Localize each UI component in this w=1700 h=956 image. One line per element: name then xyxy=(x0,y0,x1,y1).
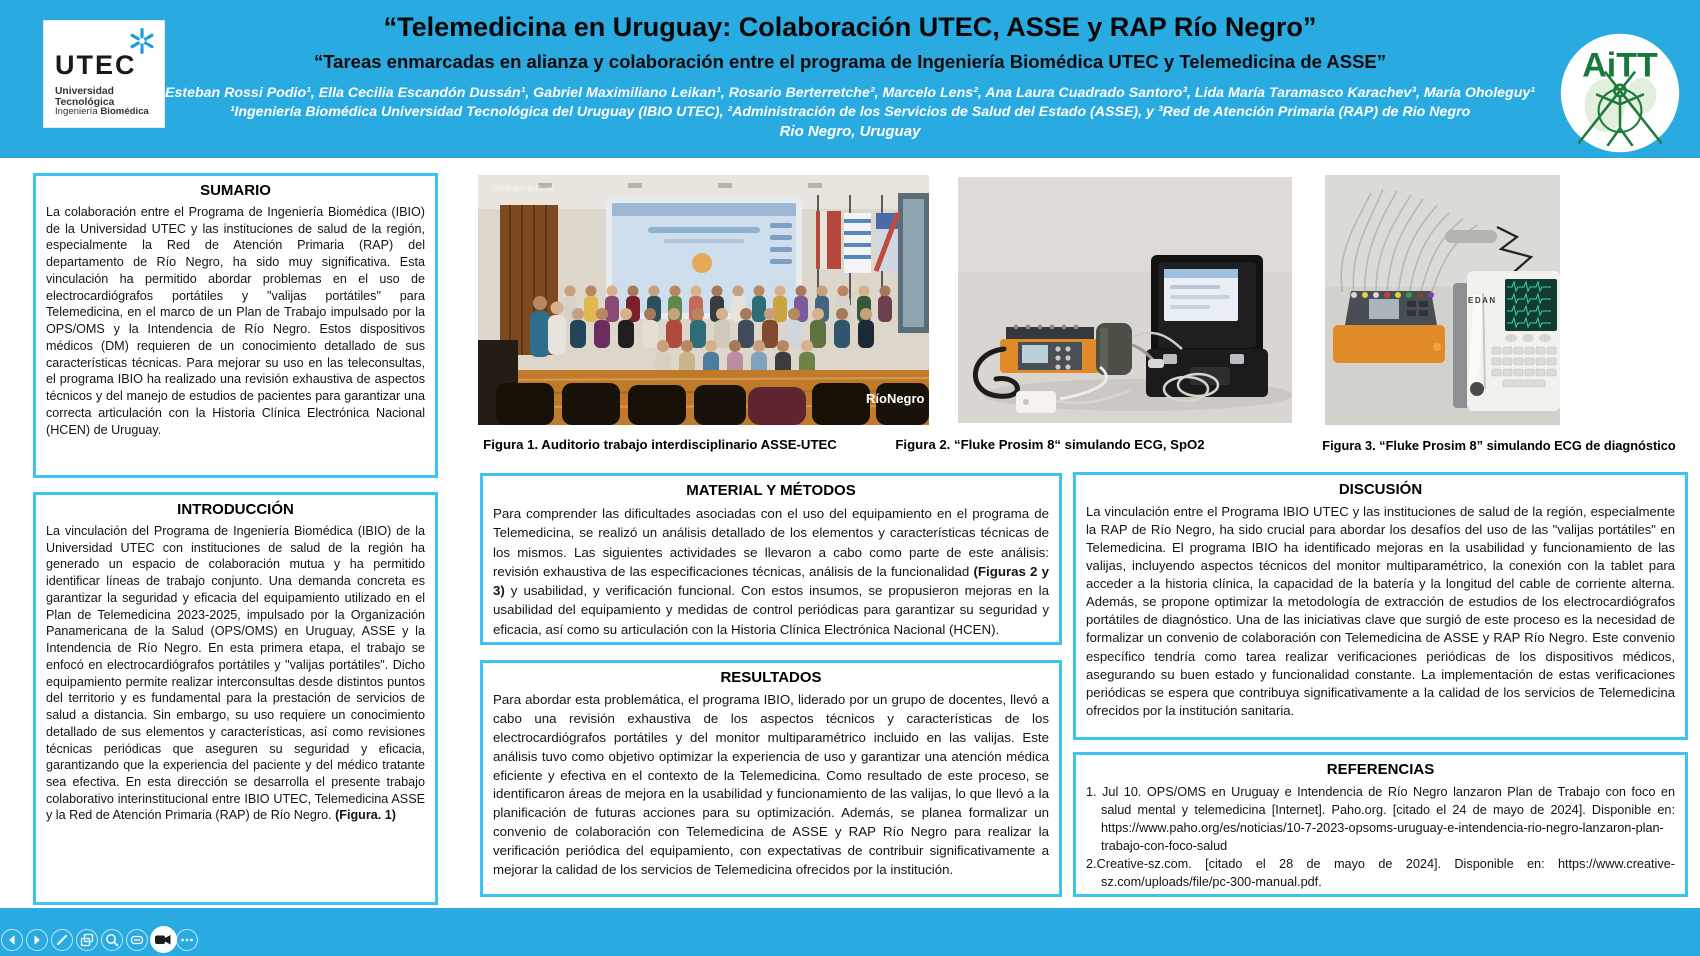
material-metodos-body: Para comprender las dificultades asociadas con el uso del equipamiento en el programa de Telemedicina, se realizó un análisis detallado de los elementos y características técnicas de los mismos. Las siguientes actividades se llevaron a cabo como parte de este análisis: revisión exhaustiva de las especificaciones técnicas, análisis de la funcionalidad (Figuras 2 y 3) y usabilidad, y verificación funcional. Con estos insumos, se propusieron mejoras en la usabilidad del equipamiento y medidas de control periódicas para garantizar su seguridad y eficacia, así como su articulación con la Historia Clínica Electrónica Nacional (HCEN). xyxy=(493,506,1049,637)
poster-affiliations: ¹Ingeniería Biomédica Universidad Tecnológica del Uruguay (IBIO UTEC), ²Administración de los Servicios de Salud del Estado (ASSE), y ³Red de Atención Primaria (RAP) de Rio Negro xyxy=(229,104,1471,120)
introduccion-title: INTRODUCCIÓN xyxy=(177,501,294,518)
chevron-left-icon xyxy=(9,935,14,945)
sumario-section xyxy=(33,173,438,478)
see-all-slides-button[interactable] xyxy=(76,929,98,951)
referencias-section xyxy=(1073,752,1688,897)
resultados-title: RESULTADOS xyxy=(720,669,822,686)
ellipsis-icon xyxy=(176,929,198,951)
discusion-body: La vinculación entre el Programa IBIO UTEC y las instituciones de salud de la región, especialmente la RAP de Río Negro, ha sido crucial para abordar los desafíos del uso de las "valijas portátiles" en Telemedicina. El programa IBIO ha identificado mejoras en la usabilidad y funcionamiento de las valijas, incluyendo aspectos técnicos del monitor multiparamétrico, la conexión con la tablet para acceder a la historia clínica, la capacidad de la batería y la longitud del cable de corriente alterna. Además, se propone optimizar la metodología de extracción de estudios de los electrocardiógrafos portátiles de diagnóstico. Una de las iniciativas clave que surgió de este proceso es la necesidad de formalizar un convenio de colaboración con Telemedicina de ASSE y RAP Río Negro. Este convenio específico tendría como tarea realizar verificaciones periódicas de los dispositivos médicos, asegurando su buen estado y funcionalidad constante. La implementación de estas verificaciones periódicas se espera que contribuya significativamente a la calidad de los servicios de Telemedicina ofrecidos por la institución sanitaria. xyxy=(1086,504,1675,718)
poster-authors: Esteban Rossi Podio¹, Ella Cecilia Escandón Dussán¹, Gabriel Maximiliano Leikan¹, Rosario Berterretche², Marcelo Lens², Ana Laura Cuadrado Santoro³, Lida María Taramasco Karachev³, María Oholeguy¹ xyxy=(165,85,1535,101)
figure-2-prosim-ecg-spo2-photo xyxy=(958,177,1292,423)
magnifier-icon xyxy=(101,929,123,951)
utec-logo-acronym: UTEC xyxy=(55,50,137,80)
camera-button[interactable] xyxy=(150,926,177,953)
reference-item: 2.Creative-sz.com. [citado el 28 de mayo de 2024]. Disponible en: https://www.creative-sz.com/uploads/file/pc-300-manual.pdf. xyxy=(1086,857,1675,890)
poster-subtitle: “Tareas enmarcadas en alianza y colaboración entre el programa de Ingeniería Biomédica UTEC y Telemedicina de ASSE” xyxy=(313,51,1386,72)
utec-logo-line1: Universidad Tecnológica xyxy=(55,86,115,108)
fluke-prosim8-simulator xyxy=(1333,291,1445,363)
material-metodos-title: MATERIAL Y MÉTODOS xyxy=(686,482,856,499)
pen-icon xyxy=(58,936,66,944)
video-camera-icon xyxy=(149,926,176,953)
referencias-title: REFERENCIAS xyxy=(1326,761,1435,778)
aitt-logo xyxy=(1557,30,1683,156)
sumario-body: La colaboración entre el Programa de Ingeniería Biomédica (IBIO) de la Universidad UTEC y las instituciones de salud de la región, especialmente la Red de Atención Primaria (RAP) del departamento de Río Negro, ha sido muy significativa. Esta vinculación ha permitido abordar problemas en el uso de electrocardiógrafos portátiles y "valijas portátiles" para Telemedicina, en el marco de un Plan de Trabajo impulsado por la OPS/OMS y la Intendencia de Río Negro. Estos dispositivos médicos (DM) requieren de un conocimiento detallado de sus características técnicas. Para mejorar su uso en las teleconsultas, el programa IBIO ha realizado una revisión exhaustiva de aspectos técnicos y del manejo de estudios de pacientes para garantizar una correcta articulación con la Historia Clínica Electrónica Nacional (HCEN) de Uruguay. xyxy=(46,205,425,437)
utec-logo-line2: Ingeniería Biomédica xyxy=(55,106,149,117)
next-slide-button[interactable] xyxy=(26,929,48,951)
figure-2-caption: Figura 2. “Fluke Prosim 8“ simulando ECG, SpO2 xyxy=(895,437,1205,452)
introduccion-section xyxy=(33,492,438,905)
subtitles-icon xyxy=(126,929,148,951)
poster-title: “Telemedicina en Uruguay: Colaboración UTEC, ASSE y RAP Río Negro” xyxy=(383,12,1317,42)
discusion-section xyxy=(1073,472,1688,740)
cable-junction xyxy=(1445,230,1497,243)
more-options-button[interactable] xyxy=(176,929,198,951)
figure-1-reference: (Figura. 1) xyxy=(335,808,396,823)
pen-tool-button[interactable] xyxy=(51,929,73,951)
zoom-slide-button[interactable] xyxy=(101,929,123,951)
figure-1-auditorium-photo xyxy=(478,175,929,425)
chevron-right-icon xyxy=(35,935,40,945)
sumario-title: SUMARIO xyxy=(200,182,271,199)
poster-location: Rio Negro, Uruguay xyxy=(779,123,921,140)
aitt-logo-text: AiTT xyxy=(1582,46,1658,85)
figure-3-prosim-edan-ecg-photo xyxy=(1325,175,1560,425)
rionegro-watermark-top: rionegro.gub.uy xyxy=(492,183,555,193)
previous-slide-button[interactable] xyxy=(1,929,23,951)
reference-item: 1. Jul 10. OPS/OMS en Uruguay e Intendencia de Río Negro lanzaron Plan de Trabajo con foco en salud mental y telemedicina [Internet]. Paho.org. [citado el 24 de mayo de 2024]. Disponible en: https://www.paho.org/es/noticias/10-7-2023-opsoms-uruguay-e-intendencia-rio-negro-lanzaron-plan-trabajo-con-foco-salud xyxy=(1086,785,1675,854)
figures-2-3-reference: (Figuras 2 y 3) xyxy=(493,563,1049,599)
edan-ecg-machine xyxy=(1453,271,1560,411)
subtitles-button[interactable] xyxy=(126,929,148,951)
slides-grid-icon xyxy=(76,929,98,951)
figure-3-caption: Figura 3. “Fluke Prosim 8” simulando ECG de diagnóstico xyxy=(1322,438,1676,453)
figure-1-caption: Figura 1. Auditorio trabajo interdisciplinario ASSE-UTEC xyxy=(483,437,837,452)
discusion-title: DISCUSIÓN xyxy=(1338,481,1423,498)
introduccion-body: La vinculación del Programa de Ingeniería Biomédica (IBIO) de la Universidad UTEC con instituciones de salud de la región ha generado un espacio de colaboración mutua y ha permitido identificar líneas de trabajo conjunto. Una demanda concreta es garantizar la seguridad y eficacia del equipamiento utilizado en el Plan de Telemedicina 2023-2025, impulsado por la Organización Panamericana de la Salud (OPS/OMS) en Uruguay, ASSE y la Intendencia de Río Negro. En esta primera etapa, el trabajo se enfocó en electrocardiógrafos portátiles y "valijas portátiles". Dicho equipamiento permite realizar interconsultas desde distintos puntos del territorio y es fundamental para la prestación de servicios de salud a distancia. Sin embargo, su uso requiere un conocimiento detallado de sus elementos y características, así como revisiones técnicas periódicas que aseguren su seguridad y eficacia, garantizando que la experiencia del paciente y del médico tratante sea efectiva. En esta dirección se desarrolla el presente trabajo colaborativo interinstitucional entre IBIO UTEC, Telemedicina ASSE y la Red de Atención Primaria (RAP) de Río Negro. (Figura. 1) xyxy=(46,524,425,823)
utec-logo xyxy=(43,20,165,128)
resultados-section xyxy=(480,660,1062,897)
spo2-sensor xyxy=(1148,359,1164,368)
edan-brand-label: EDAN xyxy=(1468,296,1497,305)
material-metodos-section xyxy=(480,473,1062,645)
resultados-body: Para abordar esta problemática, el programa IBIO, liderado por un grupo de docentes, llevó a cabo una revisión exhaustiva de los aspectos técnicos y características de los electrocardiógrafos portátiles y del monitor multiparamétrico incluido en las valijas. Este análisis tuvo como objetivo optimizar la experiencia de uso y garantizar una atención médica eficiente y efectiva en el contexto de la Telemedicina. Como resultado de este proceso, se identificaron áreas de mejora en la usabilidad y funcionamiento de las valijas, lo que llevó a la planificación de futuras acciones para su optimización. Además, se planea formalizar un convenio de colaboración con Telemedicina de ASSE y RAP Río Negro para realizar la verificación periódica del equipamiento, con expectativas de contribuir significativamente a mejorar la calidad de los servicios de Telemedicina ofrecidos por la institución. xyxy=(493,692,1049,877)
rionegro-watermark-bottom: RíoNegro xyxy=(866,391,925,406)
fluke-prosim8-simulator xyxy=(1000,325,1100,373)
